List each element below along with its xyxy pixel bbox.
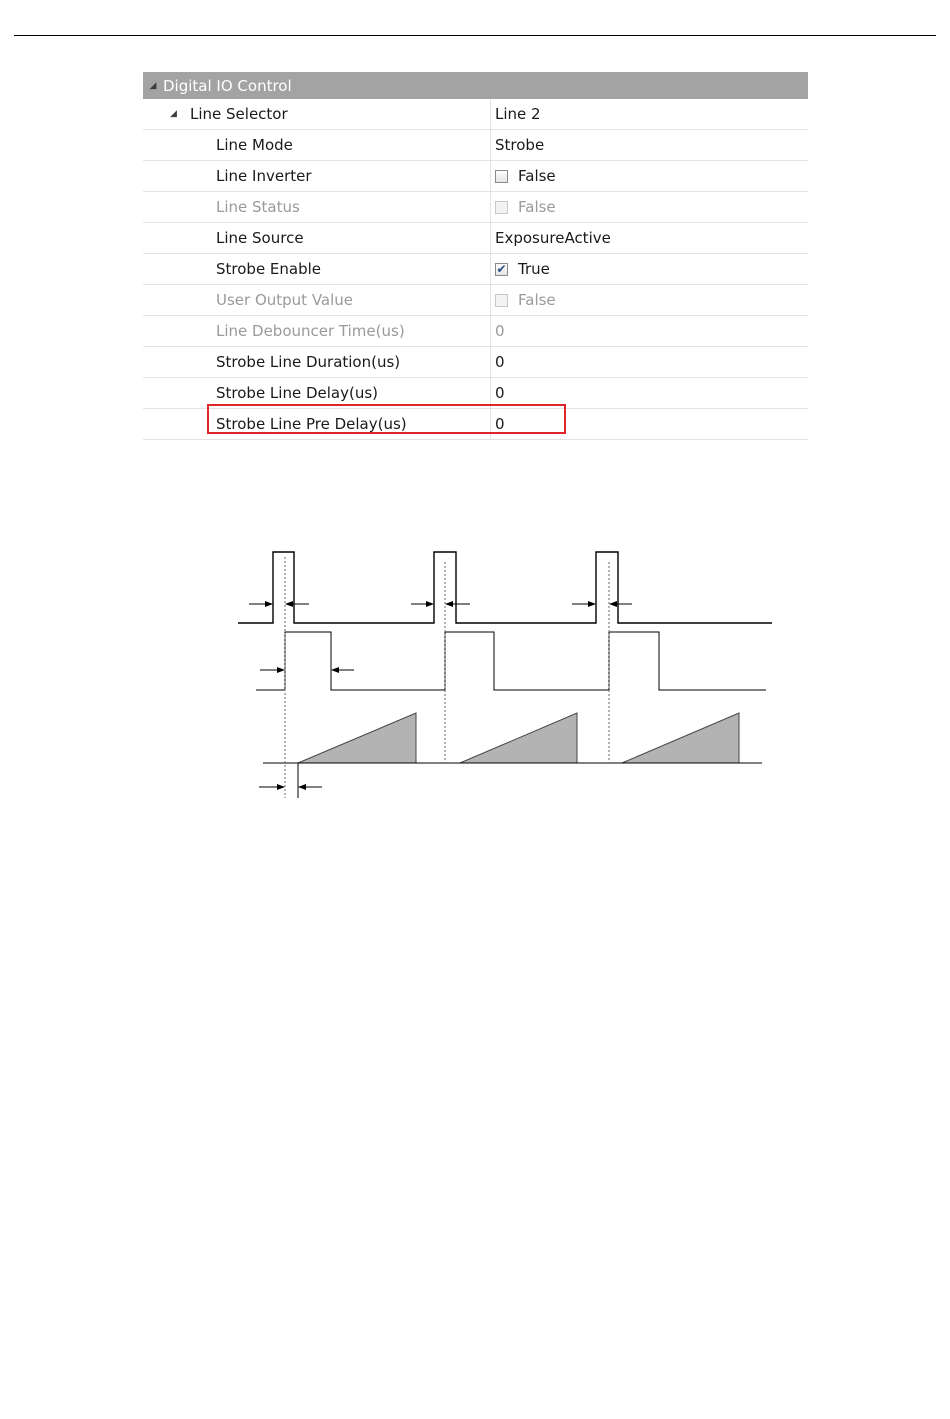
expand-triangle-icon[interactable]: ◢: [170, 109, 177, 119]
category-header-label: Digital IO Control: [163, 76, 292, 95]
row-label: Strobe Enable: [216, 260, 322, 278]
trigger-signal-waveform: [238, 552, 772, 623]
row-label: Line Source: [216, 229, 304, 247]
row-value: Strobe: [495, 136, 545, 154]
exposure-ramp-2: [460, 713, 577, 763]
row-value: False: [518, 167, 556, 185]
expand-triangle-icon[interactable]: ◢: [149, 80, 157, 91]
row-label: Strobe Line Delay(us): [216, 384, 379, 402]
row-value: False: [518, 198, 556, 216]
row-value: 0: [495, 384, 505, 402]
exposure-ramp-1: [298, 713, 416, 763]
row-value: 0: [495, 322, 505, 340]
exposure-ramp-3: [622, 713, 739, 763]
row-value: False: [518, 291, 556, 309]
row-value: 0: [495, 353, 505, 371]
row-value: True: [518, 260, 550, 278]
checkmark-icon: ✔: [496, 262, 507, 276]
row-label: User Output Value: [216, 291, 354, 309]
row-label: Strobe Line Duration(us): [216, 353, 401, 371]
strobe-signal-waveform: [256, 632, 766, 690]
row-label: Line Inverter: [216, 167, 312, 185]
row-value: 0: [495, 415, 505, 433]
row-label: Line Selector: [190, 105, 288, 123]
row-value: ExposureActive: [495, 229, 611, 247]
row-value: Line 2: [495, 105, 541, 123]
row-label: Strobe Line Pre Delay(us): [216, 415, 407, 433]
row-label: Line Status: [216, 198, 300, 216]
row-label: Line Mode: [216, 136, 293, 154]
row-label: Line Debouncer Time(us): [216, 322, 405, 340]
